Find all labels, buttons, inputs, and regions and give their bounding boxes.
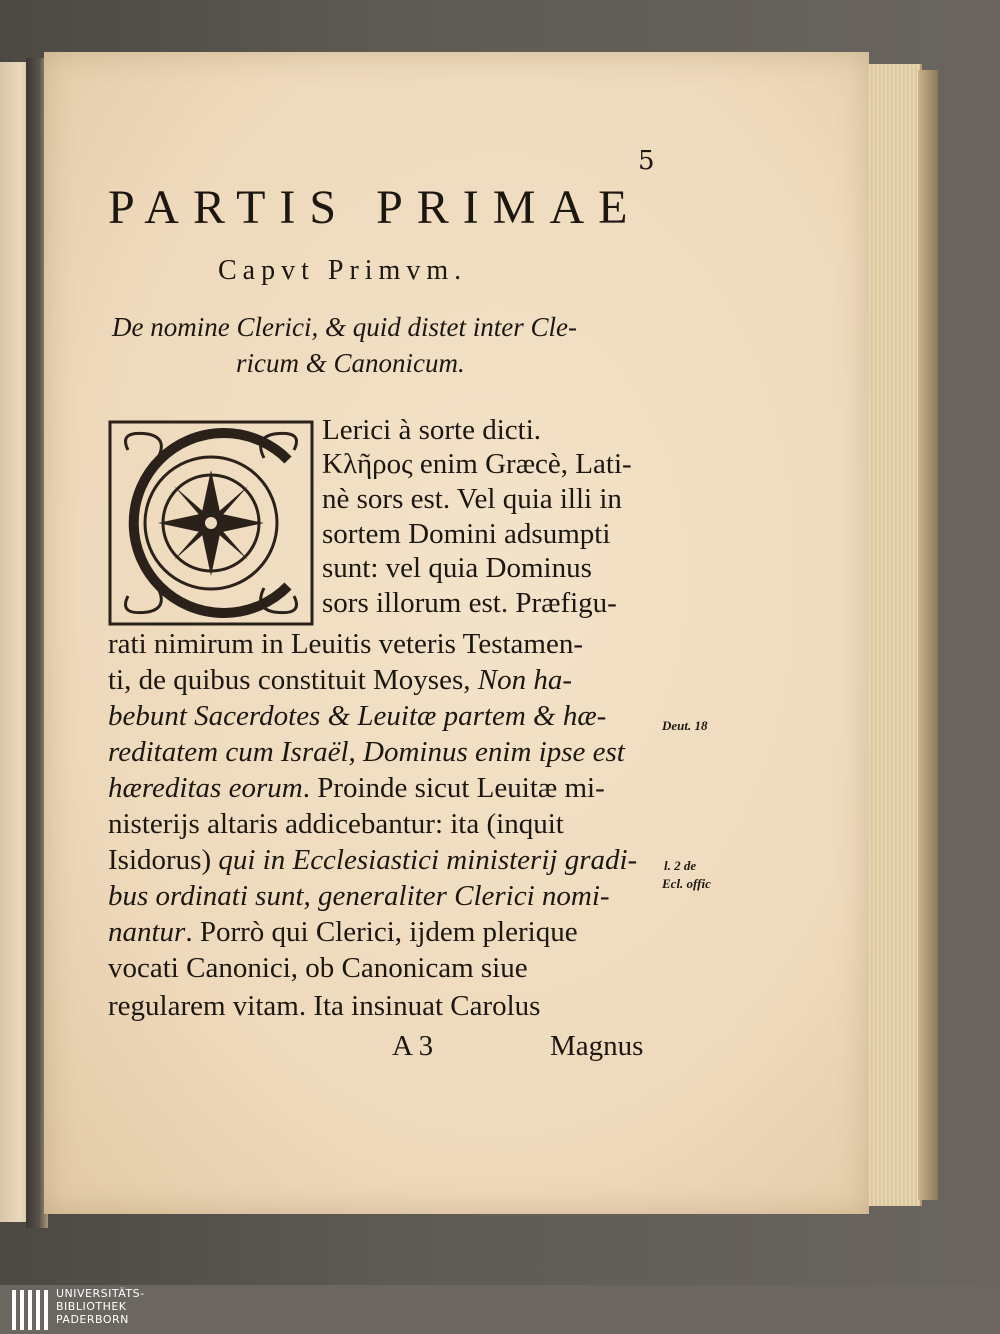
body-line — [108, 628, 583, 661]
ornament-initial-c-icon — [108, 420, 314, 626]
library-name-line-3: PADERBORN — [56, 1313, 129, 1326]
body-line — [322, 448, 632, 481]
body-line — [108, 990, 540, 1023]
body-line — [108, 952, 528, 985]
page-number: 5 — [638, 146, 655, 176]
library-name-line-2: BIBLIOTHEK — [56, 1300, 127, 1313]
body-text-segment: nisterijs altaris addicebantur: ita (inquit — [108, 808, 564, 840]
body-text-segment: rati nimirum in Leuitis veteris Testamen- — [108, 628, 584, 660]
body-line — [108, 880, 610, 913]
section-heading-line-1: De nomine Clerici, & quid distet inter Cle- — [112, 312, 577, 342]
section-heading-line-2: ricum & Canonicum. — [236, 348, 465, 378]
body-line — [108, 808, 564, 841]
body-text-segment: Isidorus) — [108, 844, 219, 876]
margin-note-2: l. 2 de — [664, 858, 697, 873]
body-text-segment: Non ha- — [477, 664, 572, 696]
margin-note-3: Ecl. offic — [662, 876, 711, 891]
body-line — [322, 518, 610, 551]
body-text-segment: regularem vitam. Ita insinuat Carolus — [108, 990, 541, 1022]
body-text-segment: . Porrò qui Clerici, ijdem plerique — [185, 916, 578, 948]
library-logo-icon — [10, 1288, 50, 1332]
catchword: Magnus — [550, 1030, 644, 1062]
body-text-segment: reditatem cum Israël, Dominus enim ipse est — [108, 736, 625, 768]
library-name-line-1: UNIVERSITÄTS- — [56, 1287, 145, 1300]
body-text-segment: hæreditas eorum — [108, 772, 303, 804]
body-line — [108, 664, 572, 697]
body-line — [322, 552, 592, 585]
body-text-segment: qui in Ecclesiastici ministerij gradi- — [218, 844, 638, 876]
signature-mark: A 3 — [392, 1030, 434, 1062]
body-text-segment: sunt: vel quia Dominus — [322, 552, 592, 584]
chapter-title: Capvt Primvm. — [218, 255, 468, 286]
body-line — [108, 844, 637, 877]
body-line — [108, 736, 625, 769]
body-text-segment: Κλῆρος enim Græcè, Lati- — [322, 448, 632, 480]
body-line — [322, 414, 541, 447]
body-line — [108, 700, 606, 733]
body-text-segment: nè sors est. Vel quia illi in — [322, 483, 622, 515]
body-text-segment: sortem Domini adsumpti — [322, 518, 611, 550]
page-title: PARTIS PRIMAE — [108, 181, 642, 234]
body-text-segment: ti, de quibus constituit Moyses, — [108, 664, 478, 696]
body-text-segment: . Proinde sicut Leuitæ mi- — [302, 772, 605, 804]
decorated-initial — [108, 420, 314, 626]
book-cover-edge — [918, 70, 938, 1200]
body-line — [322, 483, 622, 516]
body-line — [108, 916, 578, 949]
body-text-segment: bus ordinati sunt, generaliter Clerici nomi- — [108, 880, 610, 912]
body-line — [322, 587, 617, 620]
body-text-segment: nantur — [108, 916, 186, 948]
footer-bar — [0, 1285, 1000, 1334]
margin-note-1: Deut. 18 — [662, 718, 708, 733]
body-text-segment: vocati Canonici, ob Canonicam siue — [108, 952, 528, 984]
body-line — [108, 772, 605, 805]
body-text-segment: Lerici à sorte dicti. — [322, 414, 542, 446]
library-name — [56, 1287, 145, 1326]
body-text-segment: sors illorum est. Præfigu- — [322, 587, 617, 619]
body-text-segment: bebunt Sacerdotes & Leuitæ partem & hæ- — [108, 700, 607, 732]
